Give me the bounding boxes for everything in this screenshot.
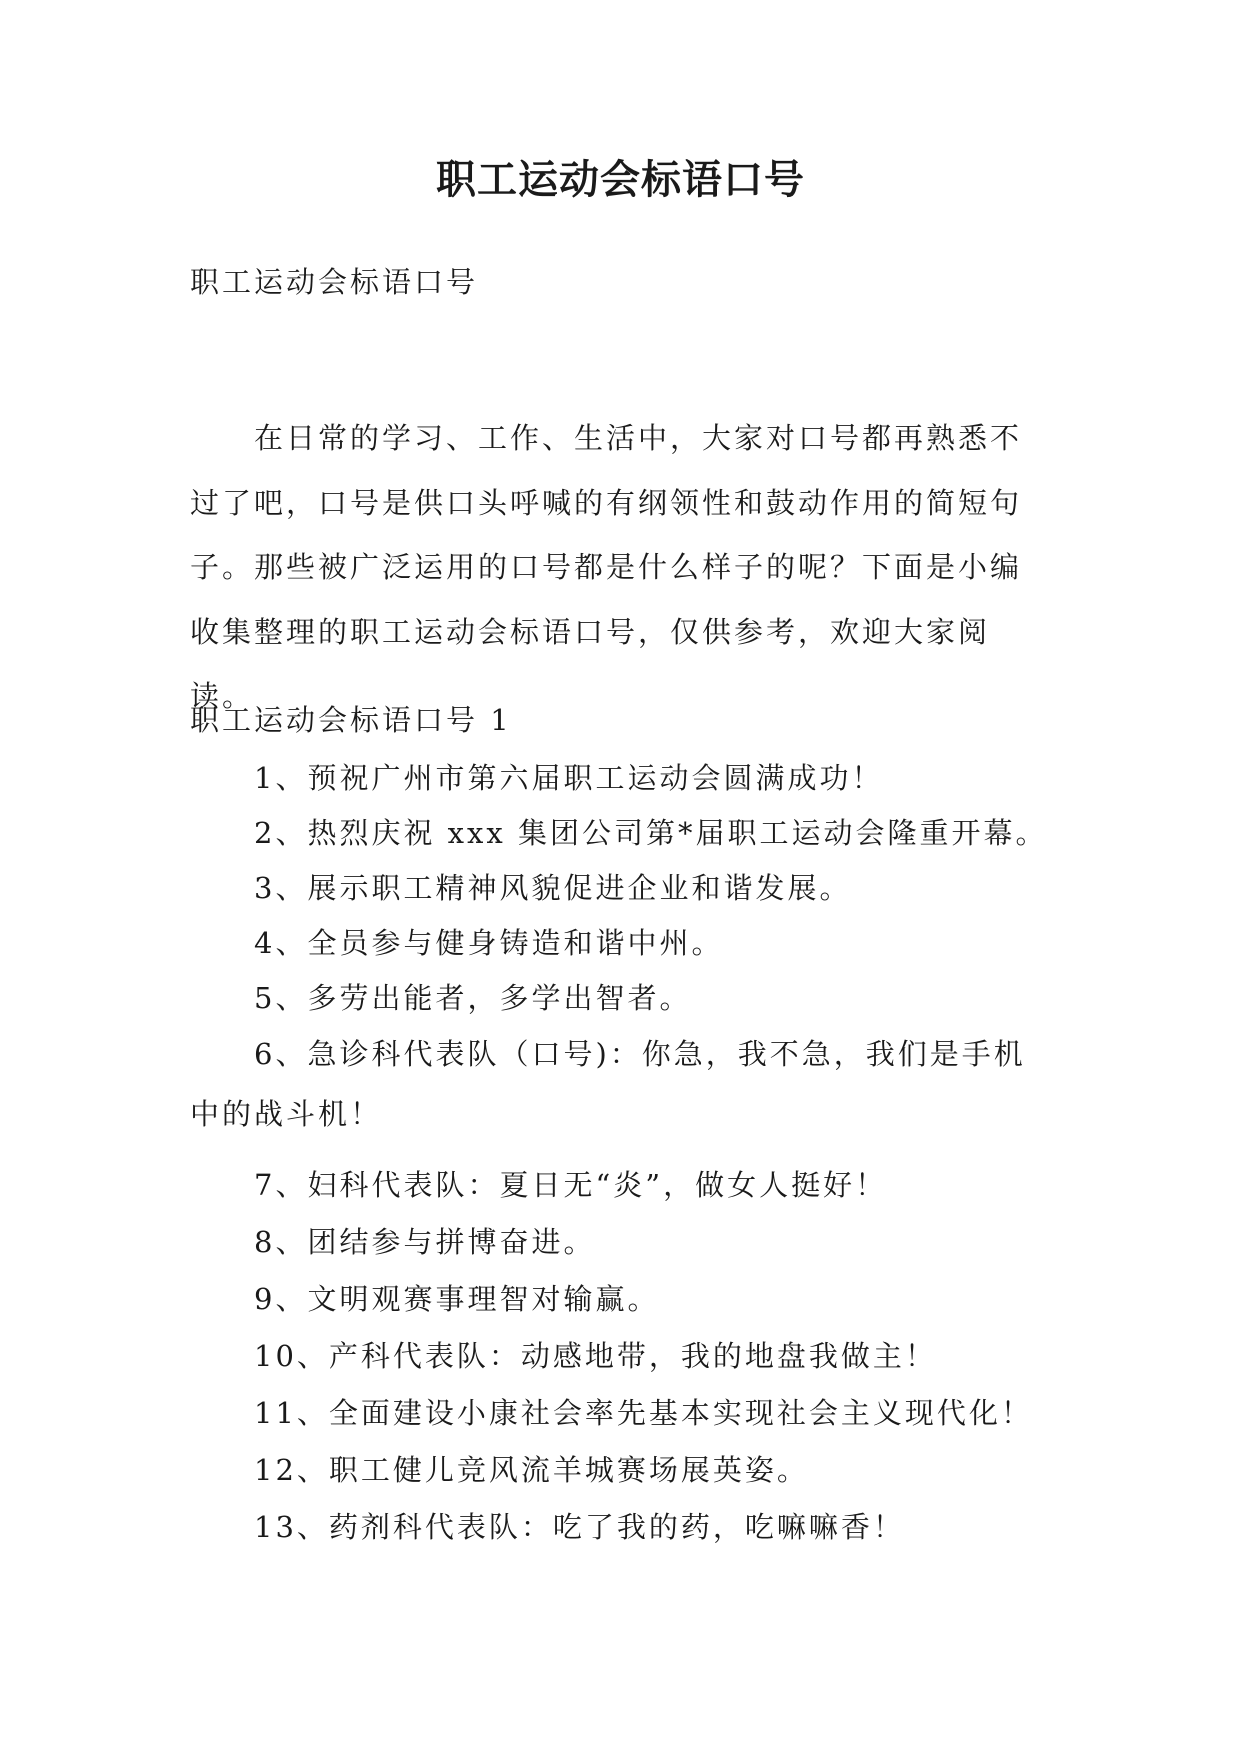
slogan-item-3: 3、展示职工精神风貌促进企业和谐发展。: [254, 871, 852, 905]
slogan-item-9: 9、文明观赛事理智对输赢。: [254, 1282, 660, 1316]
intro-paragraph: 在日常的学习、工作、生活中，大家对口号都再熟悉不过了吧，口号是供口头呼喊的有纲领性和鼓动作用的简短句子。那些被广泛运用的口号都是什么样子的呢？下面是小编收集整理的职工运动会标语口号，仅供参考，欢迎大家阅读。: [190, 421, 1023, 713]
section-heading: 职工运动会标语口号 1: [190, 703, 512, 737]
slogan-item-5: 5、多劳出能者，多学出智者。: [254, 981, 692, 1015]
slogan-item-10: 10、产科代表队：动感地带，我的地盘我做主！: [254, 1339, 937, 1373]
slogan-item-11: 11、全面建设小康社会率先基本实现社会主义现代化！: [254, 1396, 1033, 1430]
slogan-item-4: 4、全员参与健身铸造和谐中州。: [254, 926, 724, 960]
slogan-item-8: 8、团结参与拼博奋进。: [254, 1225, 596, 1259]
slogan-item-1: 1、预祝广州市第六届职工运动会圆满成功！: [254, 761, 884, 795]
document-subtitle: 职工运动会标语口号: [190, 265, 479, 299]
slogan-item-7: 7、妇科代表队：夏日无“炎”，做女人挺好！: [254, 1168, 888, 1202]
slogan-item-6: 6、急诊科代表队（口号)：你急，我不急，我们是手机中的战斗机！: [190, 1037, 1026, 1131]
slogan-item-13: 13、药剂科代表队：吃了我的药，吃嘛嘛香！: [254, 1510, 905, 1544]
slogan-item-12: 12、职工健儿竞风流羊城赛场展英姿。: [254, 1453, 809, 1487]
document-title: 职工运动会标语口号: [436, 157, 805, 203]
slogan-item-2: 2、热烈庆祝 xxx 集团公司第*届职工运动会隆重开幕。: [254, 816, 1048, 850]
